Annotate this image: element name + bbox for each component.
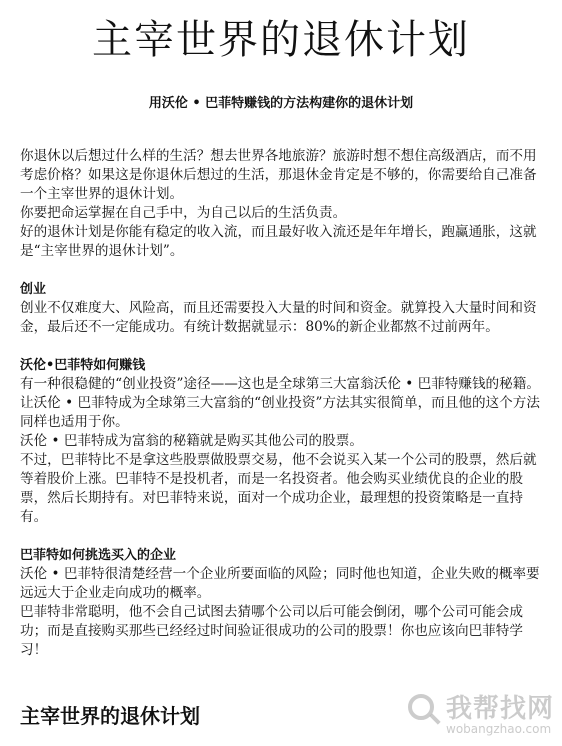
watermark-text: 我帮找网 <box>446 694 555 724</box>
selection-paragraph-2: 巴菲特非常聪明，他不会自己试图去猜哪个公司以后可能会倒闭，哪个公司可能会成功；而是直接购买那些已经经过时间验证很成功的公司的股票！你也应该向巴菲特学习！ <box>20 604 523 658</box>
section-heading-startup: 创业 <box>20 282 47 297</box>
buffett-paragraph-1: 有一种很稳健的“创业投资”途径——这也是全球第三大富翁沃伦 • 巴菲特赚钱的秘籍。 <box>20 376 540 392</box>
buffett-paragraph-3: 沃伦 • 巴菲特成为富翁的秘籍就是购买其他公司的股票。 <box>20 433 363 449</box>
magnifier-icon <box>408 694 434 720</box>
buffett-paragraph-4: 不过，巴菲特比不是拿这些股票做股票交易，他不会说买入某一个公司的股票，然后就等着股价上涨。巴菲特不是投机者，而是一名投资者。他会购买业绩优良的企业的股票，然后长期持有。对巴菲特来说，面对一个成功企业，最理想的投资策略是一直持有。 <box>20 452 537 525</box>
page-subtitle: 用沃伦 • 巴菲特赚钱的方法构建你的退休计划 <box>148 96 414 111</box>
watermark-url: wobangzhao.com <box>446 722 552 736</box>
section-heading-company-selection: 巴菲特如何挑选买入的企业 <box>20 548 177 563</box>
footer-title: 主宰世界的退休计划 <box>20 704 200 728</box>
selection-paragraph-1: 沃伦 • 巴菲特很清楚经营一个企业所要面临的风险；同时他也知道，企业失败的概率要远远大于企业走向成功的概率。 <box>20 566 540 601</box>
intro-paragraph-1: 你退休以后想过什么样的生活？想去世界各地旅游？旅游时想不想住高级酒店，而不用考虑价格？如果这是你退休后想过的生活，那退休金肯定是不够的，你需要给自己准备一个主宰世界的退休计划。 <box>20 148 537 202</box>
intro-paragraph-2: 你要把命运掌握在自己手中，为自己以后的生活负责。 <box>20 205 347 221</box>
watermark-logo <box>406 686 556 742</box>
startup-paragraph: 创业不仅难度大、风险高，而且还需要投入大量的时间和资金。就算投入大量时间和资金，最后还不一定能成功。有统计数据就显示：80%的新企业都熬不过前两年。 <box>20 300 537 335</box>
intro-paragraph-3: 好的退休计划是你能有稳定的收入流，而且最好收入流还是年年增长，跑赢通胀，这就是“主宰世界的退休计划”。 <box>20 224 537 259</box>
section-heading-buffett-earning: 沃伦•巴菲特如何赚钱 <box>20 358 146 373</box>
page-title: 主宰世界的退休计划 <box>92 17 470 63</box>
article-body <box>20 147 546 660</box>
buffett-paragraph-2: 让沃伦 • 巴菲特成为全球第三大富翁的“创业投资”方法其实很简单，而且他的这个方法同样也适用于你。 <box>20 395 540 430</box>
